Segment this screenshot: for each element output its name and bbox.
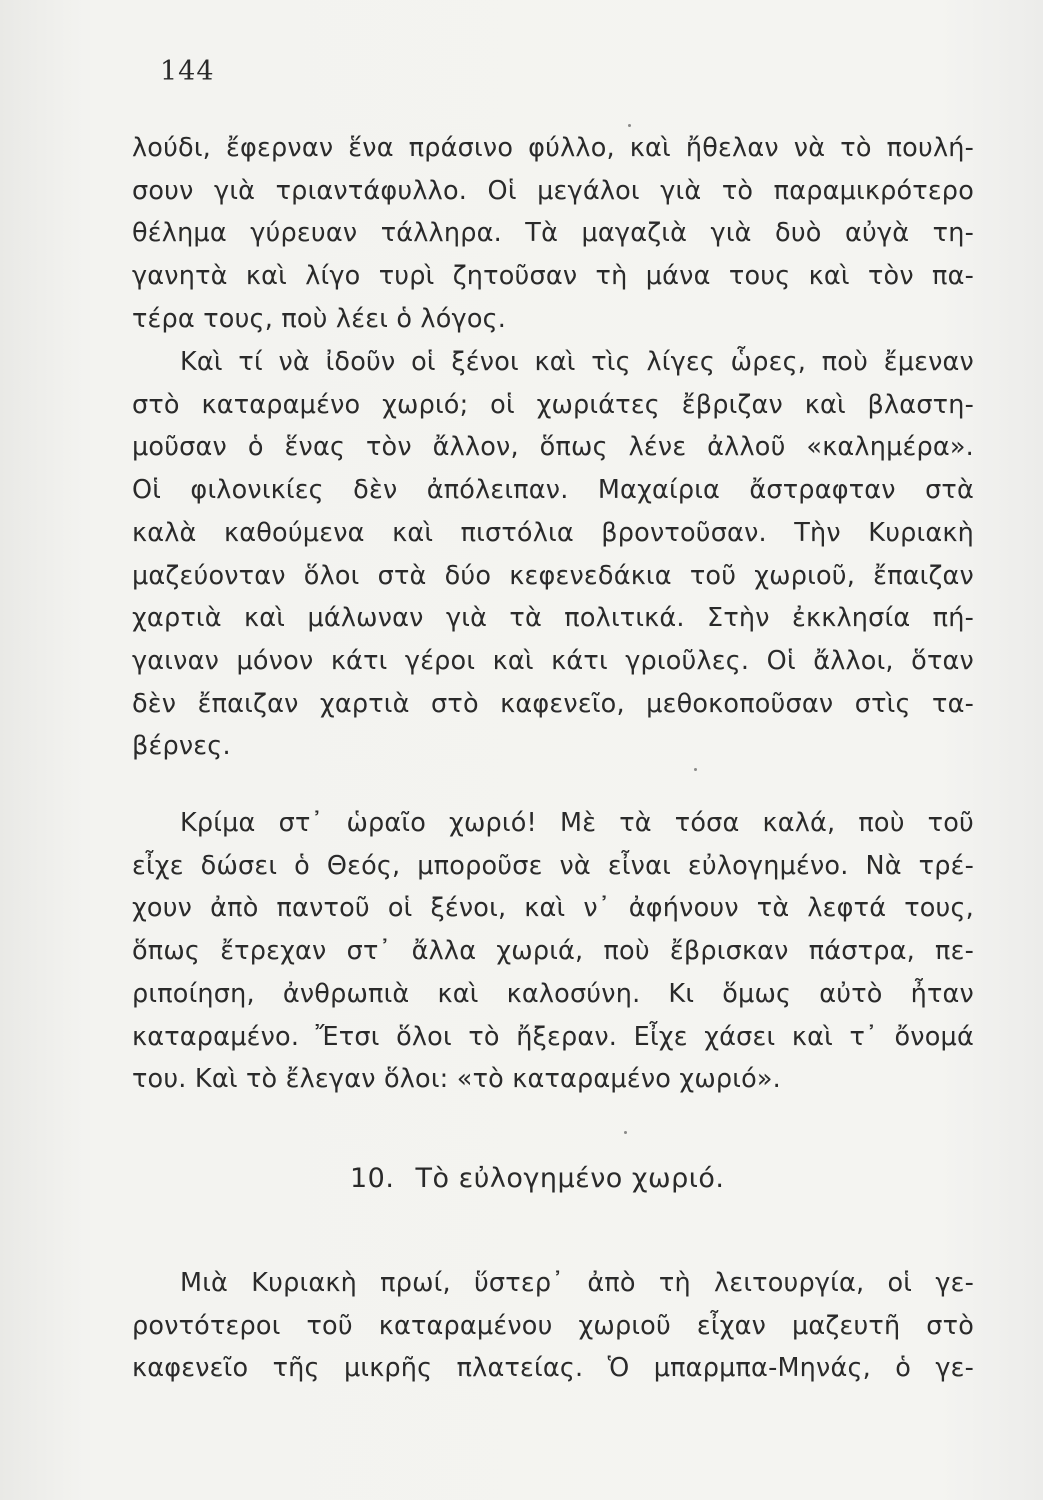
text-line: χαρτιὰ καὶ μάλωναν γιὰ τὰ πολιτικά. Στὴν ἐκκλησία πή-	[132, 603, 974, 634]
text-line: λούδι, ἔφερναν ἕνα πράσινο φύλλο, καὶ ἤθελαν νὰ τὸ πουλή-	[132, 133, 974, 163]
paper-speck	[624, 1131, 627, 1134]
text-line: καφενεῖο τῆς μικρῆς πλατείας. Ὁ μπαρμπα-Μηνάς, ὁ γε-	[132, 1353, 974, 1384]
text-line: σουν γιὰ τριαντάφυλλο. Οἱ μεγάλοι γιὰ τὸ παραμικρότερο	[132, 175, 974, 206]
chapter-heading	[350, 1163, 725, 1194]
text-line: καταραμένο. Ἔτσι ὅλοι τὸ ἤξεραν. Εἶχε χάσει καὶ τ᾽ ὄνομά	[132, 1021, 974, 1052]
paragraph-continued	[132, 127, 974, 341]
paragraph-village-quarrels	[132, 341, 974, 768]
text-line: γανητὰ καὶ λίγο τυρὶ ζητοῦσαν τὴ μάνα τους καὶ τὸν πα-	[132, 261, 974, 292]
text-line: τέρα τους, ποὺ λέει ὁ λόγος.	[132, 303, 507, 334]
text-line: δὲν ἔπαιζαν χαρτιὰ στὸ καφενεῖο, μεθοκοποῦσαν στὶς τα-	[132, 688, 974, 719]
page-number: 144	[160, 56, 215, 87]
text-line: Καὶ τί νὰ ἰδοῦν οἱ ξένοι καὶ τὶς λίγες ὧρες, ποὺ ἔμεναν	[180, 347, 974, 377]
text-line: καλὰ καθούμενα καὶ πιστόλια βροντοῦσαν. Τὴν Κυριακὴ	[132, 517, 974, 548]
text-line: Οἱ φιλονικίες δὲν ἀπόλειπαν. Μαχαίρια ἄστραφταν στὰ	[132, 475, 974, 506]
paper-speck	[628, 124, 631, 127]
paragraph-cursed-village	[132, 802, 974, 1101]
text-line: στὸ καταραμένο χωριό; οἱ χωριάτες ἔβριζαν καὶ βλαστη-	[132, 389, 974, 420]
text-line: μοῦσαν ὁ ἕνας τὸν ἄλλον, ὅπως λένε ἀλλοῦ «καλημέρα».	[132, 432, 974, 463]
text-line: γαιναν μόνον κάτι γέροι καὶ κάτι γριοῦλες. Οἱ ἄλλοι, ὅταν	[132, 645, 974, 676]
text-line: Μιὰ Κυριακὴ πρωί, ὕστερ᾽ ἀπὸ τὴ λειτουργία, οἱ γε-	[180, 1268, 974, 1298]
text-line: θέλημα γύρευαν τάλληρα. Τὰ μαγαζιὰ γιὰ δυὸ αὐγὰ τη-	[132, 218, 974, 249]
paper-speck	[694, 768, 697, 771]
text-line: χουν ἀπὸ παντοῦ οἱ ξένοι, καὶ ν᾽ ἀφήνουν τὰ λεφτά τους,	[132, 893, 974, 924]
chapter-number: 10.	[350, 1163, 395, 1194]
text-line: εἶχε δώσει ὁ Θεός, μποροῦσε νὰ εἶναι εὐλογημένο. Νὰ τρέ-	[132, 850, 974, 881]
text-line: ὅπως ἔτρεχαν στ᾽ ἄλλα χωριά, ποὺ ἔβρισκαν πάστρα, πε-	[132, 936, 974, 967]
text-line: βέρνες.	[132, 731, 231, 762]
paragraph-sunday-morning	[132, 1262, 974, 1390]
text-line: μαζεύονταν ὅλοι στὰ δύο κεφενεδάκια τοῦ χωριοῦ, ἔπαιζαν	[132, 560, 974, 591]
text-line: ροντότεροι τοῦ καταραμένου χωριοῦ εἶχαν μαζευτῆ στὸ	[132, 1310, 974, 1341]
text-line: Κρίμα στ᾽ ὡραῖο χωριό! Μὲ τὰ τόσα καλά, ποὺ τοῦ	[180, 808, 974, 838]
text-line: ριποίηση, ἀνθρωπιὰ καὶ καλοσύνη. Κι ὅμως αὐτὸ ἦταν	[132, 978, 974, 1009]
chapter-title: Τὸ εὐλογημένο χωριό.	[415, 1163, 725, 1194]
text-line: του. Καὶ τὸ ἔλεγαν ὅλοι: «τὸ καταραμένο χωριό».	[132, 1064, 781, 1095]
